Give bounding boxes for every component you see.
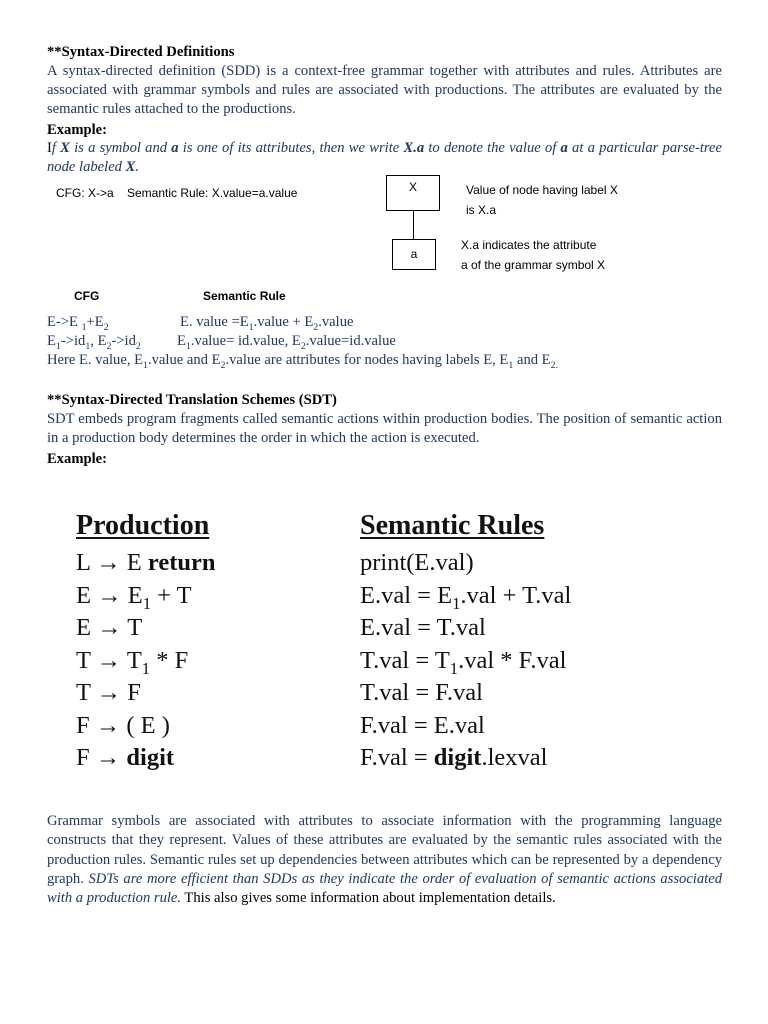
production-1: L → E return bbox=[76, 549, 216, 576]
semantic-rule-3: E.val = T.val bbox=[360, 614, 486, 641]
production-5: T → F bbox=[76, 679, 141, 706]
sdd-heading: **Syntax-Directed Definitions bbox=[47, 44, 235, 60]
semantic-rule-example-line: Semantic Rule: X.value=a.value bbox=[127, 186, 298, 200]
sdt-example-label: Example: bbox=[47, 451, 107, 467]
cfg-example-line: CFG: X->a bbox=[56, 186, 114, 200]
sdt-heading: **Syntax-Directed Translation Schemes (SDT) bbox=[47, 392, 337, 408]
table-row-1-production: E->E $_1+E_2$ bbox=[47, 314, 109, 333]
sdd-example-sentence: If X is a symbol and a is one of its attributes, then we write X.a to denote the value of a at a particular parse-tree node labeled X. bbox=[47, 140, 722, 175]
node-a-note: X.a indicates the attribute a of the grammar symbol X bbox=[461, 238, 606, 272]
production-4: $T \to T_1 * F$ bbox=[76, 646, 189, 678]
semantic-rule-4: $T.val = T_1.val * F.val$ bbox=[360, 646, 567, 678]
production-7: F → digit bbox=[76, 744, 175, 771]
semantic-rules-column-header: Semantic Rules bbox=[360, 510, 545, 541]
sdd-example-label: Example: bbox=[47, 122, 107, 138]
closing-paragraph: Grammar symbols are associated with attributes to associate information with the programming language constructs that they represent. Values of these attributes are evaluated by the semantic rules associated with the production rules. Semantic rules set up dependencies between attributes which can be represented by a dependency graph. SDTs are more efficient than SDDs as they indicate the order of evaluation of semantic actions associated with a production rule. This also gives some information about implementation details. bbox=[47, 813, 722, 907]
semantic-rule-6: F.val = E.val bbox=[360, 711, 485, 739]
node-x-note: Value of node having label X is X.a bbox=[466, 183, 618, 217]
semantic-rule-7: F.val = digit.lexval bbox=[360, 744, 548, 771]
table-row-2-production: $E_1->id_1$, $E_2->id_2$ bbox=[47, 333, 141, 352]
sdd-intro-paragraph: A syntax-directed definition (SDD) is a context-free grammar together with attributes and rules. Attributes are associated with grammar symbols and rules are associated with productions. The attributes are evaluated by the semantic rules attached to the productions. bbox=[47, 63, 722, 117]
semantic-rule-1: print(E.val) bbox=[360, 549, 474, 576]
semantic-rule-5: T.val = F.val bbox=[360, 679, 483, 706]
parse-node-x: X bbox=[386, 175, 440, 211]
production-6: F → ( E ) bbox=[76, 711, 170, 739]
parse-tree-edge bbox=[413, 211, 414, 239]
production-column-header: Production bbox=[76, 510, 210, 541]
parse-node-a: a bbox=[392, 239, 436, 270]
sdt-intro-paragraph: SDT embeds program fragments called semantic actions within production bodies. The position of semantic action in a production body determines the order in which the action is executed. bbox=[47, 411, 722, 446]
production-3: E → T bbox=[76, 614, 143, 641]
semantic-rule-2: $E.val = E_1.val + T.val$ bbox=[360, 581, 572, 613]
semantic-rule-column-header: Semantic Rule bbox=[203, 289, 286, 303]
cfg-column-header: CFG bbox=[74, 289, 100, 303]
production-2: $E \to E_1 + T$ bbox=[76, 581, 192, 613]
table-row-1-rule: E. value $=E_1.value$ + $E_2.value$ bbox=[180, 314, 354, 333]
attribute-note: Here E. value, $E_1.value$ and $E_2.value$ are attributes for nodes having labels E, $E_1$ and $E_{2.}$ bbox=[47, 352, 559, 371]
table-row-2-rule: $E_1.value=$ id.value, $E_2.value=id.value$ bbox=[177, 333, 396, 352]
